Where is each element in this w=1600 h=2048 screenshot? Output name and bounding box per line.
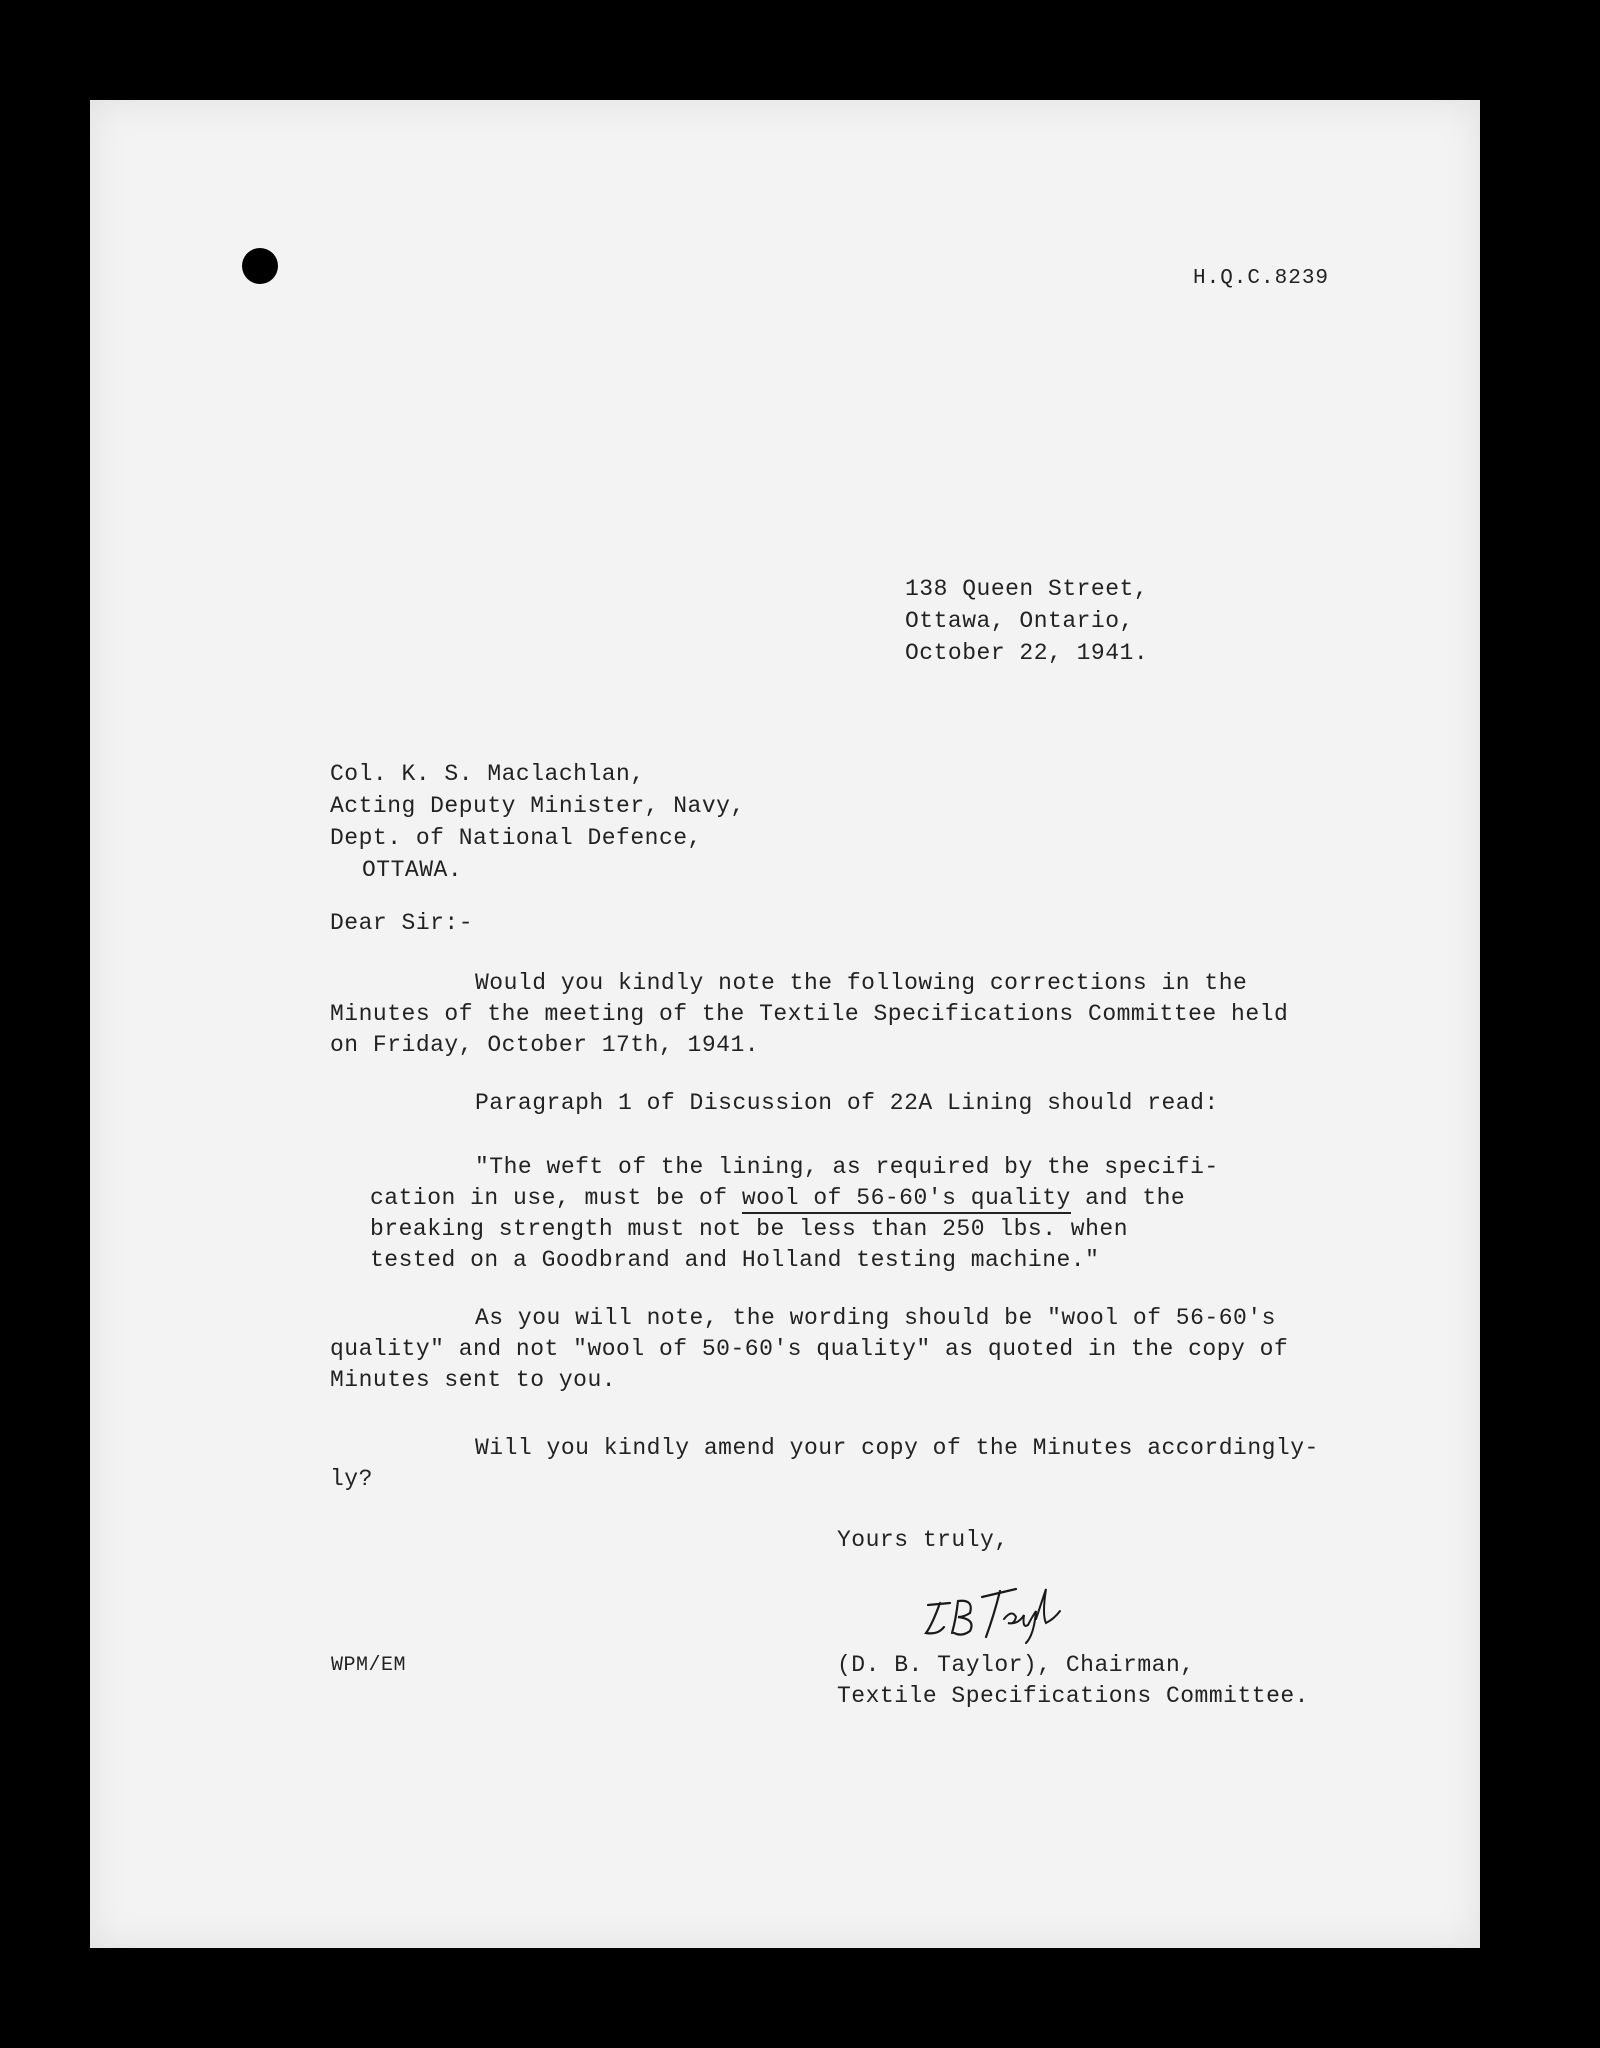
signatory-name: (D. B. Taylor), Chairman, bbox=[837, 1652, 1195, 1678]
recipient-city: OTTAWA. bbox=[362, 857, 463, 883]
paragraph-line: As you will note, the wording should be "wool of 56-60's bbox=[475, 1305, 1276, 1331]
recipient-block bbox=[330, 758, 745, 886]
signatory-committee: Textile Specifications Committee. bbox=[837, 1683, 1309, 1709]
paragraph-1 bbox=[330, 968, 1430, 1061]
quote-text: and the bbox=[1070, 1185, 1186, 1211]
quote-line: tested on a Goodbrand and Holland testing machine." bbox=[370, 1247, 1100, 1273]
sender-address bbox=[905, 573, 1148, 669]
address-line: Ottawa, Ontario, bbox=[905, 608, 1134, 634]
quote-text: cation in use, must be of bbox=[370, 1185, 742, 1211]
paragraph-3 bbox=[330, 1303, 1430, 1396]
address-line: 138 Queen Street, bbox=[905, 576, 1149, 602]
letter-page bbox=[90, 100, 1480, 1948]
file-reference: H.Q.C.8239 bbox=[1193, 267, 1330, 290]
paragraph-line: ly? bbox=[330, 1466, 373, 1492]
signatory-block bbox=[837, 1650, 1309, 1712]
typist-initials: WPM/EM bbox=[331, 1654, 407, 1677]
paragraph-2 bbox=[330, 1088, 1430, 1119]
paragraph-line: Minutes of the meeting of the Textile Specifications Committee held bbox=[330, 1001, 1289, 1027]
recipient-title: Acting Deputy Minister, Navy, bbox=[330, 793, 745, 819]
paragraph-line: Paragraph 1 of Discussion of 22A Lining should read: bbox=[475, 1090, 1219, 1116]
letter-date: October 22, 1941. bbox=[905, 640, 1149, 666]
recipient-name: Col. K. S. Maclachlan, bbox=[330, 761, 645, 787]
paragraph-line: Would you kindly note the following corrections in the bbox=[475, 970, 1248, 996]
paragraph-line: Minutes sent to you. bbox=[330, 1367, 617, 1393]
paragraph-4 bbox=[330, 1433, 1430, 1495]
quote-line: breaking strength must not be less than 250 lbs. when bbox=[370, 1216, 1129, 1242]
handwritten-signature bbox=[920, 1575, 1070, 1645]
punch-hole bbox=[242, 248, 278, 284]
salutation: Dear Sir:- bbox=[330, 910, 474, 936]
quote-line bbox=[330, 1183, 1430, 1214]
quoted-correction bbox=[330, 1152, 1430, 1276]
paragraph-line: quality" and not "wool of 50-60's quality" as quoted in the copy of bbox=[330, 1336, 1289, 1362]
underlined-phrase: wool of 56-60's quality bbox=[742, 1185, 1071, 1214]
quote-line: "The weft of the lining, as required by the specifi- bbox=[475, 1154, 1219, 1180]
paragraph-line: on Friday, October 17th, 1941. bbox=[330, 1032, 760, 1058]
recipient-department: Dept. of National Defence, bbox=[330, 825, 702, 851]
paragraph-line: Will you kindly amend your copy of the Minutes accordingly- bbox=[475, 1435, 1319, 1461]
complimentary-close: Yours truly, bbox=[837, 1527, 1009, 1553]
